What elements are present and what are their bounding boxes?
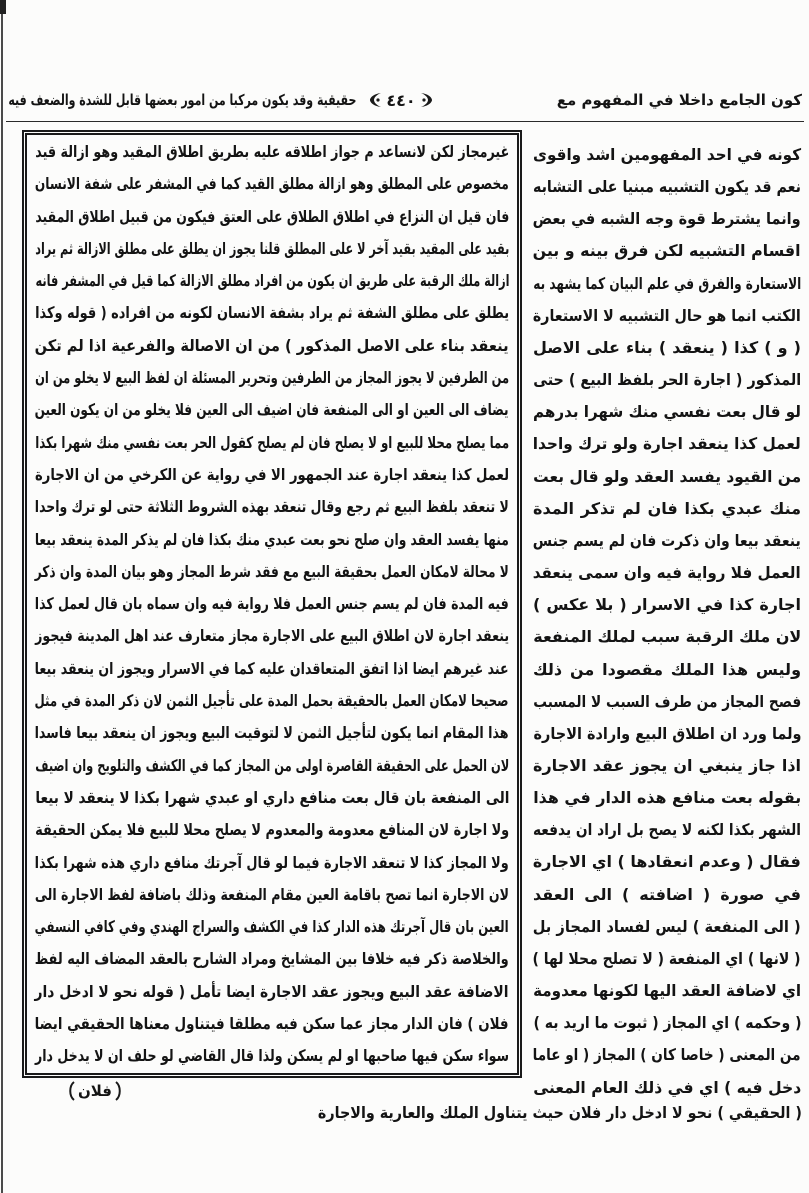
margin-bottom-line bbox=[318, 1100, 802, 1126]
margin-line-text: بقوله بعت منافع هذه الدار في هذا bbox=[532, 788, 801, 808]
margin-line-text: ( و ) كذا ( ينعقد ) بناء على الاصل bbox=[533, 337, 801, 357]
margin-line-text: اجارة كذا في الاسرار ( بلا عكس ) bbox=[533, 595, 801, 615]
margin-line bbox=[533, 975, 801, 1007]
margin-line-text: فقال ( وعدم انعقادها ) اي الاجارة bbox=[533, 852, 801, 872]
commentary-line-text: يطلق على مطلق الشفة ثم يراد بشفة الانسان لكونه من افراده ( قوله وكذا bbox=[35, 303, 509, 323]
page-header-left-text: حقيقية وقد يكون مركبا من امور بعضها قابل للشدة والضعف فيه bbox=[7, 91, 356, 109]
commentary-line-text: الاضافة عقد البيع ويجوز عقد الاجارة ايضا تأمل ( قوله نحو لا ادخل دار bbox=[34, 981, 509, 1001]
commentary-line bbox=[35, 136, 509, 168]
commentary-line bbox=[35, 427, 509, 459]
commentary-line-text: بقيد على المقيد بقيد آخر لا على المطلق قلنا يجوز ان يطلق على مطلق الازالة ثم يراد bbox=[34, 238, 509, 258]
margin-line-text: لو قال بعت نفسي منك شهرا بدرهم bbox=[533, 402, 801, 422]
margin-line-text: الاستعارة والفرق في علم البيان كما يشهد به bbox=[533, 273, 801, 293]
margin-line bbox=[533, 879, 801, 911]
commentary-line bbox=[35, 524, 509, 556]
margin-line bbox=[533, 235, 801, 267]
header-rule bbox=[6, 121, 804, 122]
margin-line-text: في صورة ( اضافته ) الى العقد bbox=[533, 884, 801, 904]
margin-line-text: المذكور ( اجارة الحر بلفظ البيع ) حتى bbox=[533, 370, 801, 390]
margin-line bbox=[533, 1039, 801, 1071]
catchword-text: فلان bbox=[77, 1082, 112, 1100]
margin-line bbox=[533, 428, 801, 460]
commentary-line bbox=[35, 168, 509, 200]
commentary-lines bbox=[35, 136, 509, 1073]
commentary-line-text: ولا اجارة لان المنافع معدومة والمعدوم لا يصلح محلا للبيع فلا يمكن الحقيقة bbox=[34, 820, 509, 840]
margin-line bbox=[533, 139, 801, 171]
margin-line-text: من المعنى ( خاصا كان ) المجاز ( او عاما bbox=[533, 1045, 801, 1065]
commentary-line bbox=[35, 717, 509, 749]
commentary-line-text: منها يفسد العقد وان صلح نحو بعت عبدي منك بكذا فان لم يذكر المدة ينعقد بيعا bbox=[35, 529, 509, 549]
page-header-right-text: كون الجامع داخلا في المفهوم مع bbox=[556, 91, 802, 109]
commentary-line-text: يضاف الى العين او الى المنفعة فان اضيف الى العين فلا يخلو من ان يكون العين bbox=[34, 400, 509, 420]
margin-line bbox=[533, 1007, 801, 1039]
margin-line-text: منك عبدي بكذا فان لم تذكر المدة bbox=[533, 498, 801, 518]
commentary-line-text: ينعقد بناء على الاصل المذكور ) من ان الاصالة والفرعية اذا لم تكن bbox=[35, 335, 509, 355]
commentary-line bbox=[35, 588, 509, 620]
commentary-line-text: والخلاصة ذكر فيه خلافا بين المشايخ ومراد الشارح بالعقد المضاف اليه لفظ bbox=[35, 949, 509, 969]
commentary-line bbox=[35, 847, 509, 879]
margin-line-text: اي لاضافة العقد اليها لكونها معدومة bbox=[532, 981, 801, 1001]
commentary-line bbox=[35, 943, 509, 975]
page-header-right bbox=[446, 86, 802, 114]
margin-line bbox=[533, 525, 801, 557]
commentary-line-text: غيرمجاز لكن لانساعد م جواز اطلاقه عليه بطريق اطلاق المقيد وهو ازالة قيد bbox=[34, 142, 509, 161]
margin-line bbox=[533, 364, 801, 396]
margin-line-text: نعم قد يكون التشبيه مبنيا على التشابه bbox=[532, 177, 801, 197]
margin-line-text: وليس هذا الملك مقصودا من ذلك bbox=[533, 659, 801, 679]
commentary-line bbox=[35, 330, 509, 362]
commentary-line-text: الى المنفعة بان قال بعت منافع داري او عبدي شهرا بكذا لا ينعقد لا بيعا bbox=[34, 787, 509, 807]
commentary-line bbox=[35, 201, 509, 233]
commentary-line-text: من الطرفين لا يجوز المجاز من الطرفين وتحرير المسئلة ان لفظ البيع لا يخلو من ان bbox=[34, 368, 509, 388]
margin-line bbox=[533, 1072, 801, 1104]
margin-line-text: ( وحكمه ) اي المجاز ( ثبوت ما اريد به ) bbox=[532, 1013, 801, 1033]
margin-line bbox=[533, 654, 801, 686]
margin-line-text: الكتب انما هو حال التشبيه لا الاستعارة bbox=[533, 305, 801, 325]
commentary-line-text: هذا المقام انما يكون لتأجيل الثمن لا لتوقيت البيع ويجوز ان ينعقد بيعا فاسدا bbox=[34, 723, 509, 743]
commentary-line-text: لان الاجارة انما تصح باقامة العين مقام المنفعة وذلك باضافة لفظ الاجارة الى bbox=[34, 884, 509, 904]
margin-line-text: ولما ورد ان اطلاق البيع وارادة الاجارة bbox=[533, 723, 801, 743]
margin-line-text: كونه في احد المفهومين اشد واقوى bbox=[532, 145, 801, 164]
commentary-line bbox=[35, 297, 509, 329]
margin-line bbox=[533, 846, 801, 878]
commentary-line-text: العين بان قال آجرتك هذه الدار كذا في الكشف والسراج الهندي وفي كافي النسفي bbox=[35, 917, 509, 937]
commentary-line bbox=[35, 814, 509, 846]
commentary-line-text: ازالة ملك الرقبة على طريق ان يكون من افراد مطلق الازالة كما قيل في المشفر فانه bbox=[35, 271, 509, 291]
commentary-line bbox=[35, 1008, 509, 1040]
margin-line bbox=[533, 461, 801, 493]
commentary-line bbox=[35, 362, 509, 394]
commentary-line-text: صحيحا لامكان العمل بالحقيقة بحمل المدة على تأجيل الثمن لان ذكر المدة في مثل bbox=[34, 691, 509, 711]
commentary-line-text: عند غيرهم ايضا اذا اتفق المتعاقدان عليه كما في الاسرار ويجوز ان ينعقد بيعا bbox=[35, 658, 509, 678]
margin-line bbox=[533, 943, 801, 975]
margin-line bbox=[533, 814, 801, 846]
margin-line-text: الشهر بكذا لكنه لا يصح بل اراد ان يدفعه bbox=[533, 820, 801, 840]
commentary-line bbox=[35, 620, 509, 652]
margin-line bbox=[533, 621, 801, 653]
margin-line bbox=[533, 686, 801, 718]
commentary-line-text: ينعقد اجارة لان اطلاق البيع على الاجارة مجاز متعارف عند اهل المدينة فيجوز bbox=[35, 626, 509, 646]
margin-line bbox=[533, 589, 801, 621]
margin-line bbox=[533, 332, 801, 364]
bracket-right-icon bbox=[114, 1081, 123, 1101]
commentary-line-text: لان الحمل على الحقيقة القاصرة اولى من المجاز كما في الكشف والتلويح وان اضيف bbox=[34, 755, 509, 775]
margin-line-text: وانما يشترط قوة وجه الشبه في بعض bbox=[532, 209, 801, 229]
page-header-left bbox=[8, 86, 356, 114]
catchword bbox=[50, 1080, 140, 1102]
margin-line-text: من القيود يفسد العقد ولو قال بعت bbox=[533, 466, 801, 486]
margin-line-text: فصح المجاز من طرف السبب لا المسبب bbox=[532, 691, 801, 711]
commentary-line-text: مما يصلح محلا للبيع او لا يصلح فان لم يصلح كقول الحر بعت نفسي منك شهرا بكذا bbox=[34, 432, 509, 452]
commentary-line bbox=[35, 265, 509, 297]
margin-line-text: اقسام التشبيه لكن فرق بينه و بين bbox=[532, 241, 801, 261]
commentary-line-text: سواء سكن فيها صاحبها او لم يسكن ولذا قال القاضي لو حلف ان لا يدخل دار bbox=[35, 1046, 509, 1066]
commentary-line-text: لعمل كذا ينعقد اجارة عند الجمهور الا في رواية عن الكرخي من ان الاجارة bbox=[34, 464, 509, 484]
commentary-line bbox=[35, 879, 509, 911]
bracket-left-icon bbox=[67, 1081, 76, 1101]
commentary-line-text: فلان ) فان الدار مجاز عما سكن فيه مطلقا فيتناول معناها الحقيقي ايضا bbox=[35, 1014, 509, 1034]
margin-line-text: ( لانها ) اي المنفعة ( لا تصلح محلا لها ) bbox=[533, 948, 801, 968]
margin-line-text: دخل فيه ) اي في ذلك العام المعنى bbox=[533, 1077, 801, 1097]
margin-line-text: لعمل كذا ينعقد اجارة ولو ترك واحدا bbox=[532, 434, 801, 454]
margin-line bbox=[533, 268, 801, 300]
ornament-right-icon bbox=[419, 91, 435, 109]
page-number bbox=[360, 86, 442, 114]
page-number-text: ٤٤٠ bbox=[386, 90, 416, 110]
commentary-line bbox=[35, 976, 509, 1008]
commentary-line-text: فان قيل ان النزاع في اطلاق الطلاق على العتق فيكون من قبيل اطلاق المقيد bbox=[34, 206, 509, 226]
margin-line bbox=[533, 171, 801, 203]
margin-text-column bbox=[533, 139, 801, 1104]
commentary-line-text: لا تنعقد بلفظ البيع ثم رجع وقال تنعقد بهذه الشروط الثلاثة حتى لو ترك واحدا bbox=[35, 497, 509, 517]
margin-line bbox=[533, 493, 801, 525]
commentary-line-text: لا محالة لامكان العمل بحقيقة البيع مع فقد شرط المجاز وهو بيان المدة وان ذكر bbox=[34, 561, 509, 581]
page-corner-mark bbox=[0, 0, 6, 14]
margin-line bbox=[533, 396, 801, 428]
margin-bottom-line-text: ( الحقيقي ) نحو لا ادخل دار فلان حيث يتناول الملك والعارية والاجارة bbox=[317, 1103, 802, 1122]
margin-line-text: ينعقد بيعا وان ذكرت فان لم يسم جنس bbox=[533, 530, 801, 550]
commentary-line bbox=[35, 394, 509, 426]
margin-line bbox=[533, 300, 801, 332]
commentary-line bbox=[35, 750, 509, 782]
commentary-line bbox=[35, 491, 509, 523]
commentary-line bbox=[35, 782, 509, 814]
commentary-line bbox=[35, 685, 509, 717]
margin-line bbox=[533, 203, 801, 235]
margin-line-text: اذا جاز ينبغي ان يجوز عقد الاجارة bbox=[532, 755, 801, 775]
commentary-line bbox=[35, 556, 509, 588]
margin-line bbox=[533, 911, 801, 943]
margin-line-text: العمل فلا رواية فيه وان سمى ينعقد bbox=[532, 563, 801, 583]
commentary-line-text: ولا المجاز كذا لا تنعقد الاجارة فيما لو قال آجرتك منافع داري هذه شهرا بكذا bbox=[34, 852, 509, 872]
commentary-line bbox=[35, 233, 509, 265]
margin-line bbox=[533, 718, 801, 750]
ornament-left-icon bbox=[367, 91, 383, 109]
margin-line-text: لان ملك الرقبة سبب لملك المنفعة bbox=[533, 627, 801, 647]
commentary-line bbox=[35, 1040, 509, 1072]
commentary-line bbox=[35, 459, 509, 491]
commentary-line-text: مخصوص على المطلق وهو ازالة مطلق القيد كما في المشفر على شفة الانسان bbox=[35, 174, 509, 194]
margin-line-text: ( الى المنفعة ) ليس لفساد المجاز بل bbox=[533, 916, 801, 936]
margin-line bbox=[533, 782, 801, 814]
margin-line bbox=[533, 750, 801, 782]
margin-line bbox=[533, 557, 801, 589]
commentary-line bbox=[35, 911, 509, 943]
commentary-line bbox=[35, 653, 509, 685]
commentary-line-text: فيه المدة فان لم يسم جنس العمل فلا رواية فيه وان سماه بان قال لعمل كذا bbox=[35, 594, 509, 614]
